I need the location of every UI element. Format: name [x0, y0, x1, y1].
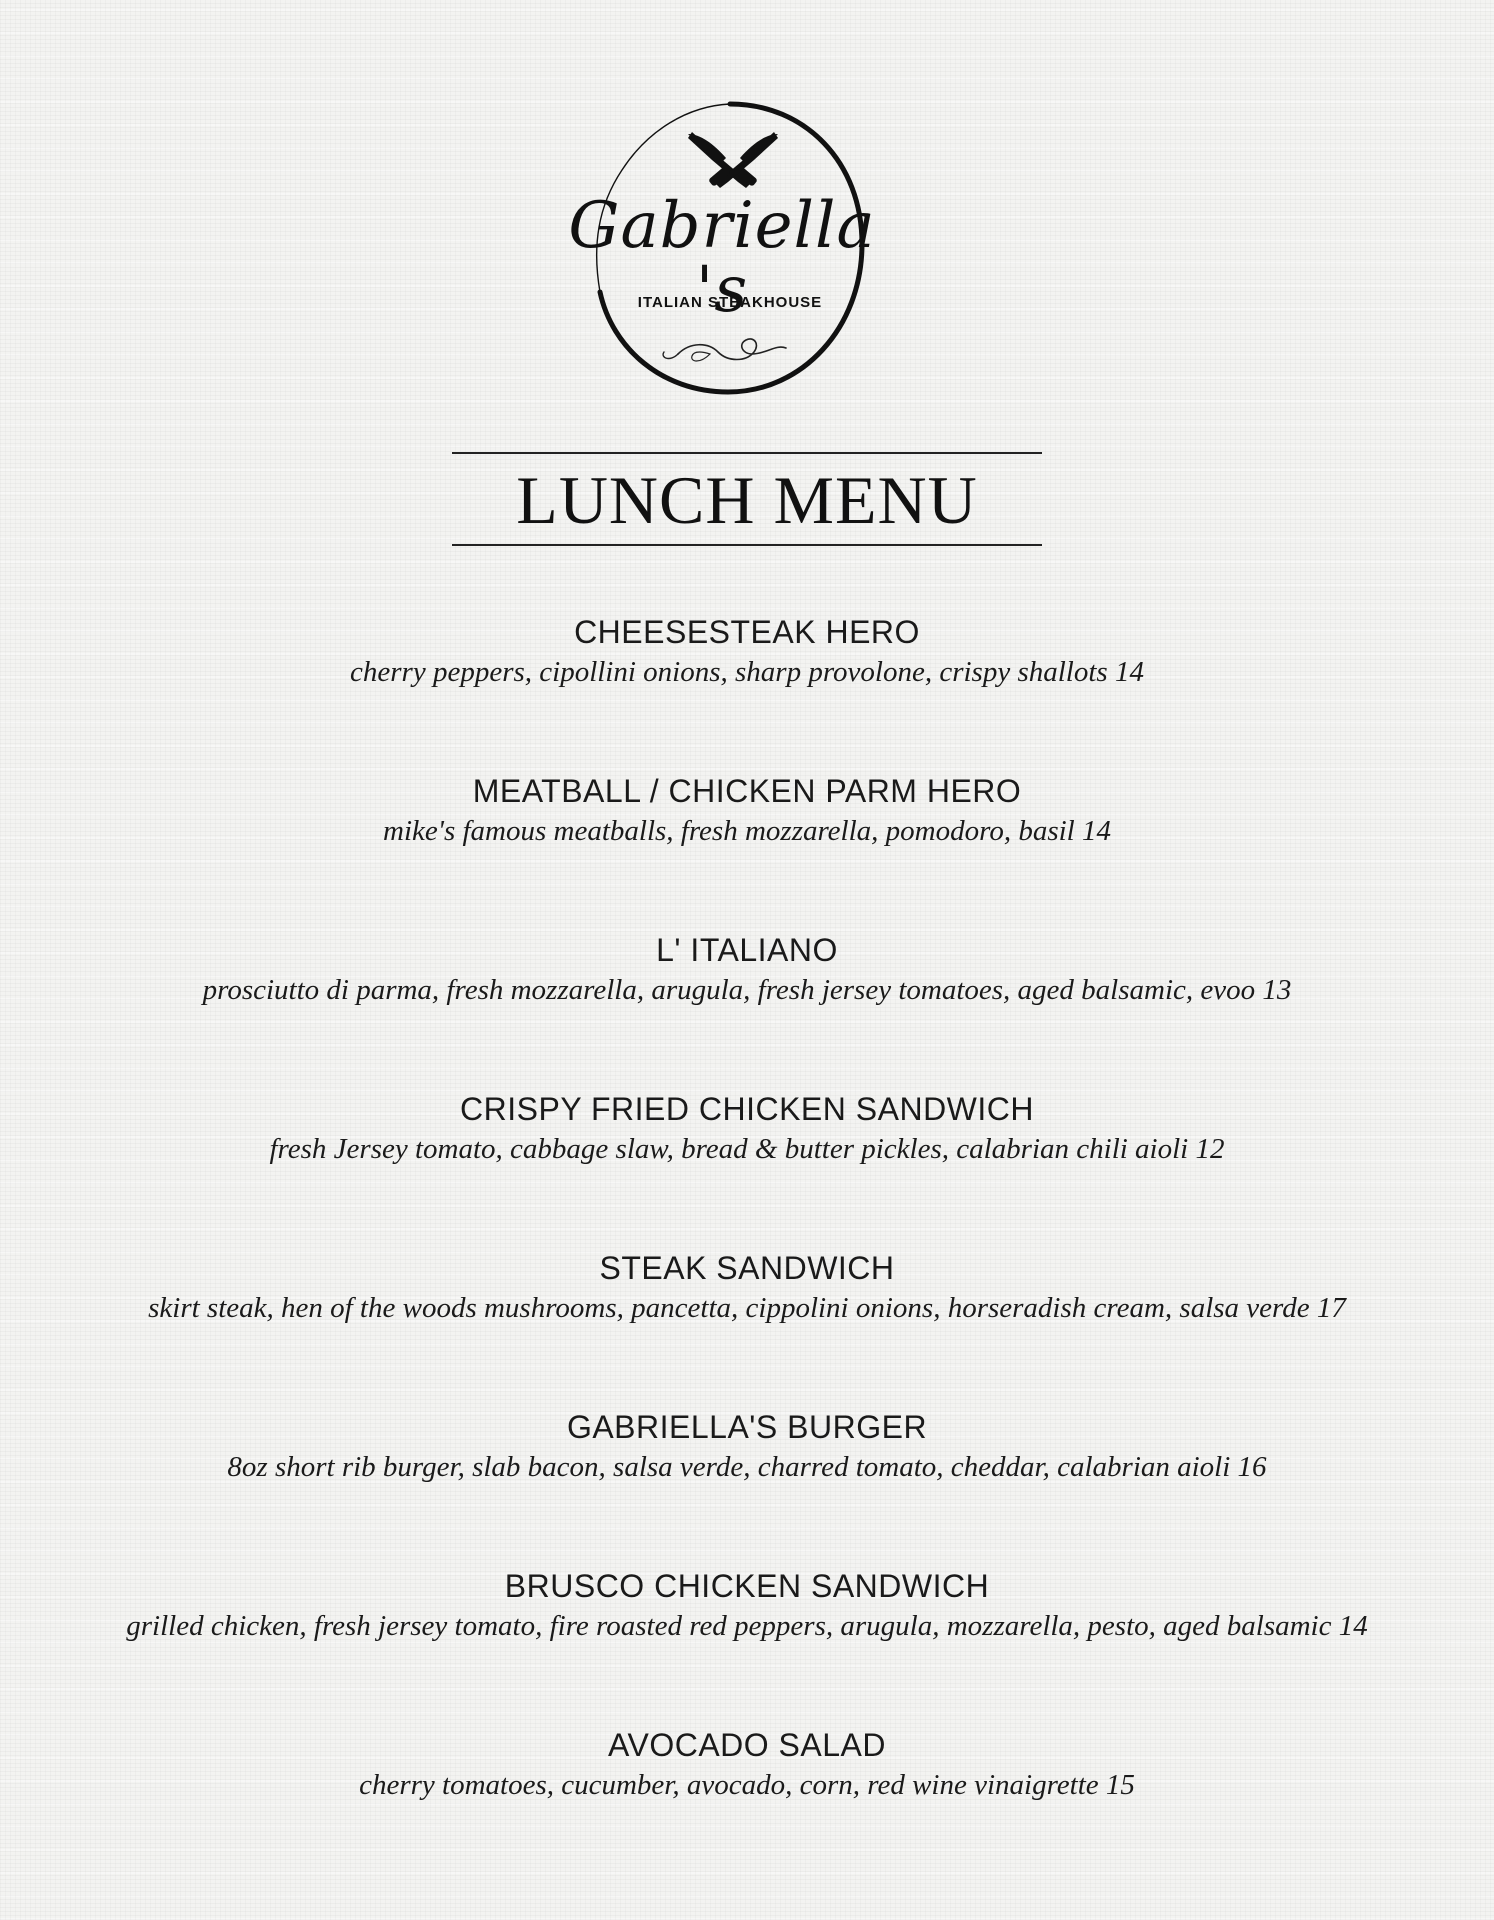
- restaurant-name: Gabriella 's: [568, 189, 876, 327]
- menu-item: [0, 1250, 1494, 1409]
- menu-item-description: 8oz short rib burger, slab bacon, salsa verde, charred tomato, cheddar, calabrian aioli 16: [227, 1450, 1267, 1483]
- menu-title: LUNCH MENU: [516, 462, 978, 538]
- menu-item-name: STEAK SANDWICH: [599, 1250, 895, 1286]
- menu-items: [0, 614, 1494, 1886]
- menu-item-description: cherry peppers, cipollini onions, sharp provolone, crispy shallots 14: [350, 655, 1144, 688]
- menu-item: [0, 1568, 1494, 1727]
- menu-item: [0, 773, 1494, 932]
- title-block: [452, 452, 1042, 546]
- title-rule-bottom: [452, 544, 1042, 546]
- menu-item-name: MEATBALL / CHICKEN PARM HERO: [472, 773, 1022, 809]
- menu-item: [0, 1727, 1494, 1886]
- menu-item-name: GABRIELLA'S BURGER: [566, 1409, 928, 1445]
- menu-item-description: prosciutto di parma, fresh mozzarella, arugula, fresh jersey tomatoes, aged balsamic, evoo 13: [202, 973, 1292, 1006]
- menu-item-name: AVOCADO SALAD: [608, 1727, 886, 1763]
- menu-item: [0, 614, 1494, 773]
- menu-item-description: grilled chicken, fresh jersey tomato, fire roasted red peppers, arugula, mozzarella, pesto, aged balsamic 14: [126, 1609, 1368, 1642]
- menu-item-description: mike's famous meatballs, fresh mozzarella, pomodoro, basil 14: [383, 814, 1111, 847]
- restaurant-subtitle: ITALIAN STEAKHOUSE: [637, 294, 823, 311]
- menu-item: [0, 1091, 1494, 1250]
- menu-item-description: skirt steak, hen of the woods mushrooms, pancetta, cippolini onions, horseradish cream, salsa verde 17: [148, 1291, 1346, 1324]
- flourish-icon: [663, 339, 786, 361]
- menu-item-description: fresh Jersey tomato, cabbage slaw, bread & butter pickles, calabrian chili aioli 12: [269, 1132, 1225, 1165]
- menu-item-name: BRUSCO CHICKEN SANDWICH: [504, 1568, 990, 1604]
- menu-item-name: CRISPY FRIED CHICKEN SANDWICH: [460, 1091, 1034, 1127]
- restaurant-logo: [540, 96, 920, 406]
- crossed-knives-icon: [688, 132, 778, 188]
- menu-item-name: CHEESESTEAK HERO: [574, 614, 920, 650]
- menu-item-description: cherry tomatoes, cucumber, avocado, corn, red wine vinaigrette 15: [359, 1768, 1135, 1801]
- menu-item: [0, 932, 1494, 1091]
- menu-item-name: L' ITALIANO: [656, 932, 838, 968]
- menu-item: [0, 1409, 1494, 1568]
- title-rule-top: [452, 452, 1042, 454]
